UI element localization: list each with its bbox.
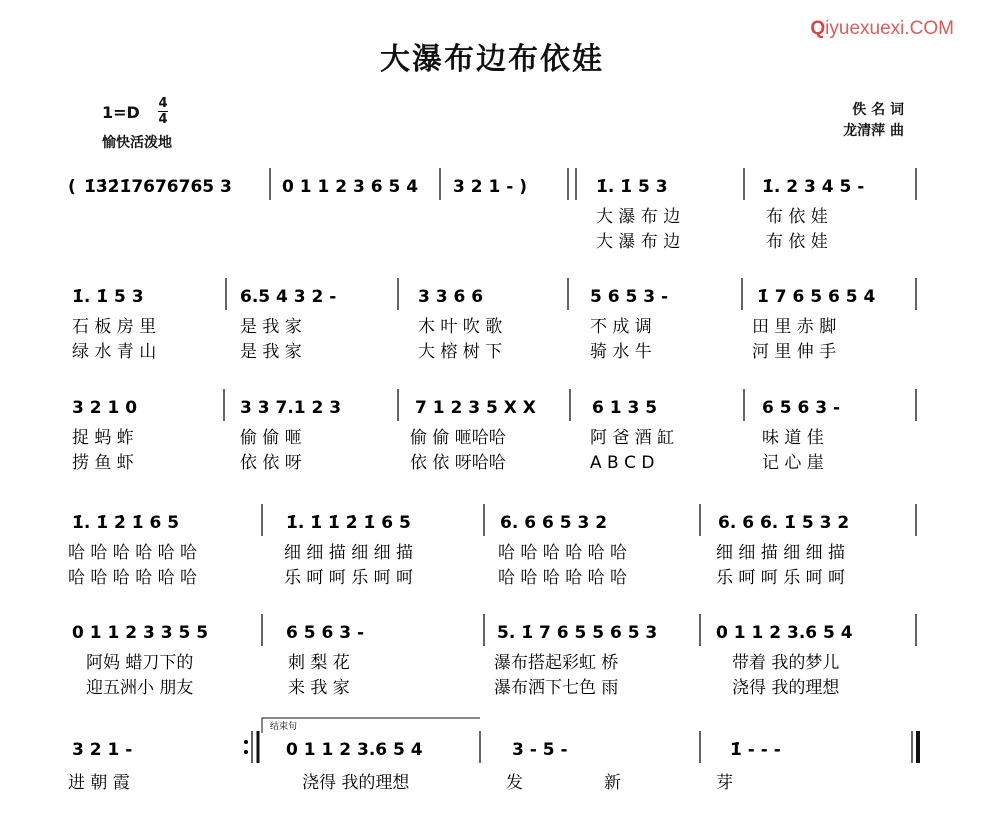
lyric-text: 石 板 房 里	[72, 317, 157, 337]
lyric-text: 哈 哈 哈 哈 哈 哈	[498, 543, 628, 563]
lyric-text: 大 榕 树 下	[418, 342, 503, 362]
note-group: 1̇. 1̇ 5 3	[72, 287, 144, 307]
note-group: 6 5 6 3 -	[762, 398, 841, 418]
lyric-text: 大 瀑 布 边	[596, 207, 681, 227]
note-group: 3 3 6 6	[418, 287, 484, 307]
lyric-text: 哈 哈 哈 哈 哈 哈	[498, 568, 628, 588]
lyric-text: 木 叶 吹 歌	[418, 317, 503, 337]
lyric-text: 乐 呵 呵 乐 呵 呵	[284, 568, 414, 588]
song-title: 大瀑布边布依娃	[380, 42, 604, 77]
repeat-dot	[244, 750, 248, 754]
lyric-text: 发	[506, 773, 523, 793]
lyric-text: A B C D	[590, 453, 655, 473]
lyric-text: 骑 水 牛	[590, 342, 652, 362]
lyric-text: 带着 我的梦儿	[732, 653, 840, 673]
lyric-text: 绿 水 青 山	[72, 342, 157, 362]
note-group: 3 2 1 - )	[453, 177, 527, 197]
note-group: 3 2 1 -	[72, 740, 133, 760]
lyric-text: 偷 偷 咂	[240, 428, 302, 448]
note-group: 1̇. 2 3 4 5 -	[762, 177, 865, 197]
composer-credit: 龙清萍 曲	[843, 123, 904, 139]
note-group: 6. 6 6. 1̇ 5 3 2	[718, 513, 850, 533]
lyric-text: 细 细 描 细 细 描	[716, 543, 846, 563]
lyric-text: 哈 哈 哈 哈 哈 哈	[68, 543, 198, 563]
lyric-text: 不 成 调	[590, 317, 652, 337]
time-sig-bottom: 4	[158, 112, 168, 127]
lyric-text: 迎五洲小 朋友	[86, 678, 194, 698]
note-group: 1̇. 1̇ 2̇ 1̇ 6 5	[72, 513, 180, 533]
lyric-text: 刺 梨 花	[288, 653, 350, 673]
ending-label: 结束句	[270, 722, 298, 732]
lyric-text: 瀑布洒下七色 雨	[494, 678, 619, 698]
note-group: 0 1 1 2 3.6 5 4	[716, 623, 853, 643]
lyric-text: 浇得 我的理想	[302, 773, 410, 793]
lyric-text: 布 依 娃	[766, 207, 828, 227]
note-group: 7 1 2 3 5 X X	[415, 398, 536, 418]
lyric-text: 细 细 描 细 细 描	[284, 543, 414, 563]
note-group: 3 3 7.1 2 3	[240, 398, 342, 418]
lyric-text: 浇得 我的理想	[732, 678, 840, 698]
note-group: 0 1 1 2 3 6 5 4	[282, 177, 419, 197]
note-group: 1̇. 1̇ 1̇ 2̇ 1̇ 6 5	[286, 513, 411, 533]
note-group: 1̇. 1̇ 5 3	[596, 177, 668, 197]
lyricist-credit: 佚 名 词	[852, 102, 904, 118]
note-group: 3 - 5 -	[512, 740, 568, 760]
lyric-text: 芽	[716, 773, 733, 793]
note-group: (	[68, 177, 76, 197]
lyric-text: 偷 偷 咂哈哈	[410, 428, 506, 448]
lyric-text: 河 里 伸 手	[752, 342, 837, 362]
watermark-text: iyuexuexi.COM	[825, 18, 954, 39]
note-group: 6.5 4 3 2 -	[240, 287, 337, 307]
lyric-text: 乐 呵 呵 乐 呵 呵	[716, 568, 846, 588]
note-group: 6 1 3 5	[592, 398, 658, 418]
lyric-text: 瀑布搭起彩虹 桥	[494, 653, 619, 673]
note-group: 3 2 1 0	[72, 398, 138, 418]
note-group: 5. 1̇ 7 6 5 5 6 5 3	[497, 623, 658, 643]
lyric-text: 哈 哈 哈 哈 哈 哈	[68, 568, 198, 588]
lyric-text: 阿 爸 酒 缸	[590, 428, 675, 448]
lyric-text: 捉 蚂 蚱	[72, 428, 134, 448]
lyric-text: 田 里 赤 脚	[752, 317, 837, 337]
note-group: 1̇3̇2̇1̇7676765 3	[84, 177, 232, 197]
lyric-text: 记 心 崖	[762, 453, 824, 473]
lyric-text: 是 我 家	[240, 317, 302, 337]
lyric-text: 进 朝 霞	[68, 773, 130, 793]
lyric-text: 捞 鱼 虾	[72, 453, 134, 473]
lyric-text: 是 我 家	[240, 342, 302, 362]
time-sig-top: 4	[158, 96, 168, 111]
note-group: 6 5 6 3 -	[286, 623, 365, 643]
watermark-q-logo: Q	[810, 18, 826, 39]
note-group: 5 6 5 3 -	[590, 287, 669, 307]
note-group: 0 1 1 2 3 3 5 5	[72, 623, 209, 643]
note-group: 6. 6 6 5 3 2	[500, 513, 608, 533]
lyric-text: 来 我 家	[288, 678, 350, 698]
key-signature: 1=D	[102, 103, 140, 122]
repeat-dot	[244, 740, 248, 744]
lyric-text: 味 道 佳	[762, 428, 824, 448]
lyric-text: 依 依 呀	[240, 453, 302, 473]
lyric-text: 布 依 娃	[766, 232, 828, 252]
lyric-text: 阿妈 蜡刀下的	[86, 653, 194, 673]
note-group: 1̇ - - -	[730, 740, 781, 760]
note-group: 1̇ 7 6 5 6 5 4	[757, 287, 876, 307]
lyric-text: 大 瀑 布 边	[596, 232, 681, 252]
note-group: 0 1 1 2 3.6 5 4	[286, 740, 423, 760]
lyric-text: 依 依 呀哈哈	[410, 453, 506, 473]
tempo-marking: 愉快活泼地	[102, 135, 172, 151]
lyric-text: 新	[604, 773, 621, 793]
